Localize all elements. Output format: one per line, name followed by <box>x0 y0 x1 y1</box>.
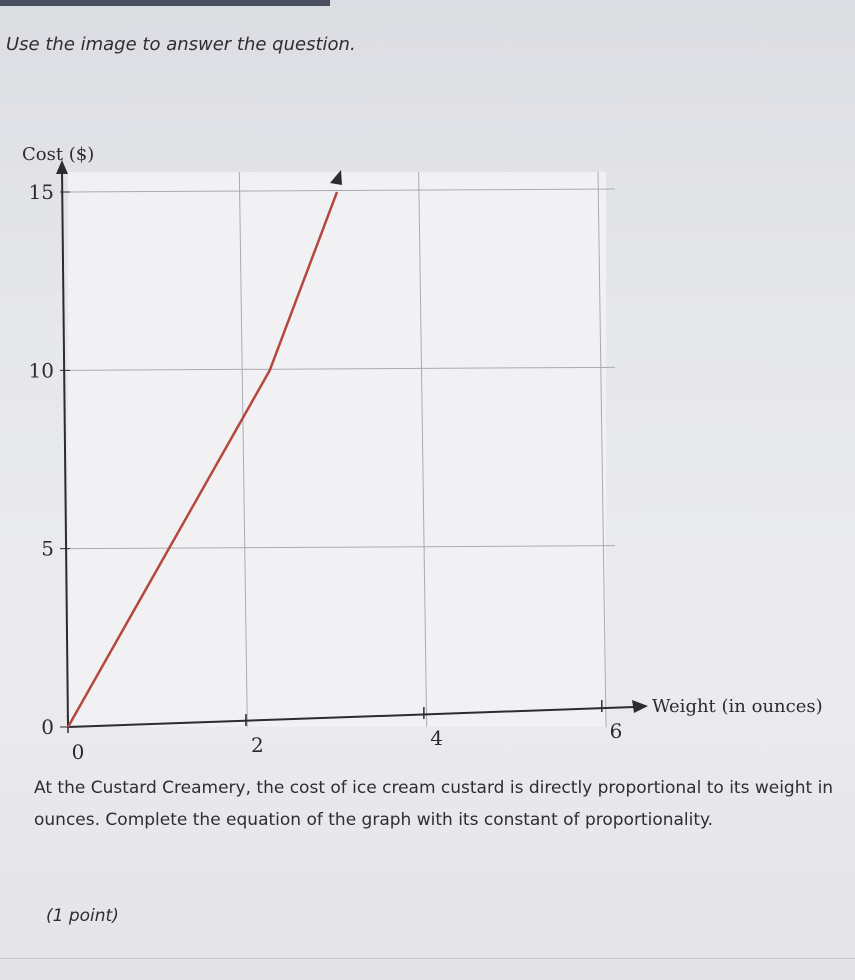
x-axis-label: Weight (in ounces) <box>652 696 823 717</box>
y-axis <box>62 170 68 727</box>
x-axis-arrow <box>632 700 648 713</box>
question-text: At the Custard Creamery, the cost of ice cream custard is directly proportional to its weight in ounces. Complete the equation of the graph with its constant of proportionality. <box>34 778 834 830</box>
x-tick-label: 6 <box>609 719 623 743</box>
x-tick-label: 0 <box>71 740 85 764</box>
divider <box>0 958 855 959</box>
y-tick-label: 0 <box>41 715 54 739</box>
y-tick-label: 10 <box>28 358 54 383</box>
x-tick-label: 2 <box>250 733 264 757</box>
points-label: (1 point) <box>46 906 119 926</box>
plot-area <box>68 172 606 727</box>
y-axis-label: Cost ($) <box>22 144 95 165</box>
x-tick-label: 4 <box>430 726 444 750</box>
y-tick-label: 15 <box>28 180 54 204</box>
y-tick-label: 5 <box>41 536 54 561</box>
prompt-text: Use the image to answer the question. <box>6 34 356 55</box>
